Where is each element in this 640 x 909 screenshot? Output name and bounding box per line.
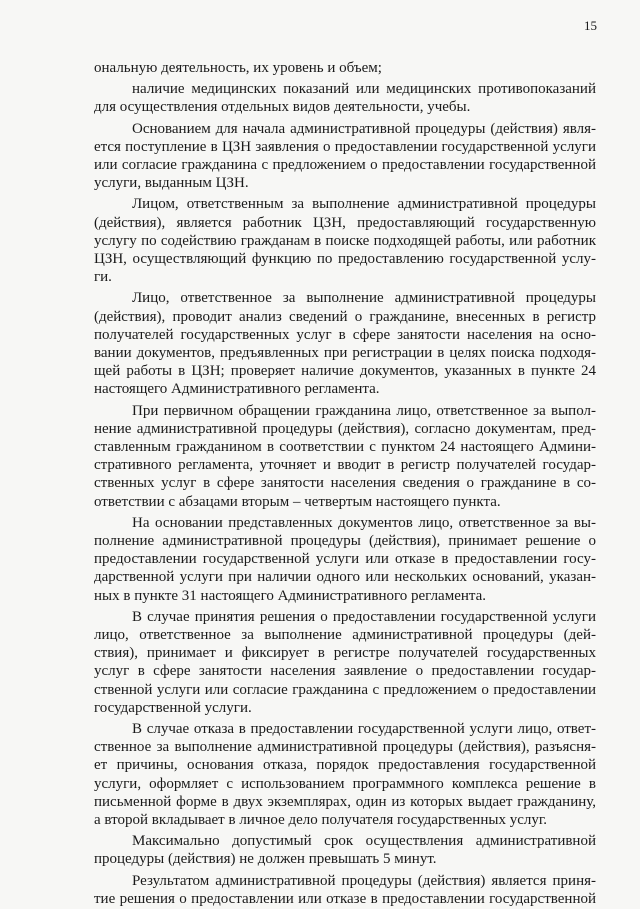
- text-line: а второй вкладывает в личное дело получателя государственных услуг.: [94, 812, 548, 828]
- text-line: Максимально допустимый срок осуществления административной: [132, 833, 596, 849]
- text-line: ется поступление в ЦЗН заявления о предоставлении государственной услуги: [94, 139, 596, 155]
- text-line: ственной услуги или согласие гражданина с предложением о предоставлении: [94, 682, 596, 698]
- text-line: или согласие гражданина с предложением о предоставлении государственной: [94, 157, 596, 173]
- text-line: для осуществления отдельных видов деятельности, учебы.: [94, 99, 471, 115]
- text-line: услуги, выданным ЦЗН.: [94, 175, 249, 191]
- text-line: услуги, оформляет с использованием программного комплекса решение в: [94, 776, 596, 792]
- text-line: вании документов, предъявленных при регистрации в целях поиска подходя-: [94, 345, 596, 361]
- text-line: ствия), принимает и фиксирует в регистре получателей государственных: [94, 645, 596, 661]
- text-line: В случае принятия решения о предоставлении государственной услуги: [132, 609, 596, 625]
- text-line: настоящего Административного регламента.: [94, 381, 380, 397]
- text-line: Основанием для начала административной процедуры (действия) явля-: [132, 121, 596, 137]
- text-line: получателей государственных услуг в сфере занятости населения на осно-: [94, 327, 596, 343]
- text-line: процедуры (действия) не должен превышать 5 минут.: [94, 851, 437, 867]
- text-line: ственное за выполнение административной процедуры (действия), разъясня-: [94, 739, 596, 755]
- text-line: ставленным гражданином в соответствии с пунктом 24 настоящего Админи-: [94, 439, 596, 455]
- text-line: ответствии с абзацами вторым – четвертым настоящего пункта.: [94, 494, 501, 510]
- text-line: (действия), проводит анализ сведений о гражданине, внесенных в регистр: [94, 309, 596, 325]
- text-line: Результатом административной процедуры (действия) является приня-: [132, 873, 596, 889]
- text-line: тие решения о предоставлении или отказе в предоставлении государственной: [94, 891, 596, 907]
- text-line: стративного регламента, уточняет и вводит в регистр получателей государ-: [94, 457, 596, 473]
- text-line: лицо, ответственное за выполнение административной процедуры (дей-: [94, 627, 596, 643]
- page-number: 15: [584, 18, 597, 33]
- text-line: услуг в сфере занятости населения заявление о предоставлении государ-: [94, 663, 596, 679]
- text-line: ет причины, основания отказа, порядок предоставления государственной: [94, 757, 596, 773]
- text-line: дарственной услуги при наличии одного или нескольких оснований, указан-: [94, 569, 596, 585]
- text-line: (действия), является работник ЦЗН, предоставляющий государственную: [94, 215, 596, 231]
- text-line: полнение административной процедуры (действия), принимает решение о: [94, 533, 596, 549]
- text-line: государственной услуги.: [94, 700, 252, 716]
- text-line: наличие медицинских показаний или медицинских противопоказаний: [132, 81, 596, 97]
- text-line: нение административной процедуры (действия), согласно документам, пред-: [94, 421, 596, 437]
- text-line: предоставлении государственной услуги или отказе в предоставлении госу-: [94, 551, 596, 567]
- text-line: услугу по содействию гражданам в поиске подходящей работы, или работник: [94, 233, 596, 249]
- text-line: На основании представленных документов лицо, ответственное за вы-: [132, 515, 596, 531]
- text-line: При первичном обращении гражданина лицо, ответственное за выпол-: [132, 403, 596, 419]
- text-line: Лицом, ответственным за выполнение административной процедуры: [132, 196, 596, 212]
- text-line: ных в пункте 31 настоящего Административного регламента.: [94, 588, 487, 604]
- text-line: В случае отказа в предоставлении государственной услуги лицо, ответ-: [132, 721, 596, 737]
- text-line: ги.: [94, 269, 112, 285]
- text-line: ственных услуг в сфере занятости населения сведения о гражданине в со-: [94, 475, 596, 491]
- text-line: письменной форме в двух экземплярах, один из которых выдает гражданину,: [94, 794, 596, 810]
- text-line: Лицо, ответственное за выполнение административной процедуры: [132, 290, 596, 306]
- text-line: ональную деятельность, их уровень и объем;: [94, 60, 382, 76]
- text-line: ЦЗН, осуществляющий функцию по предоставлению государственной услу-: [94, 251, 596, 267]
- text-line: щей работы в ЦЗН; проверяет наличие документов, указанных в пункте 24: [94, 363, 596, 379]
